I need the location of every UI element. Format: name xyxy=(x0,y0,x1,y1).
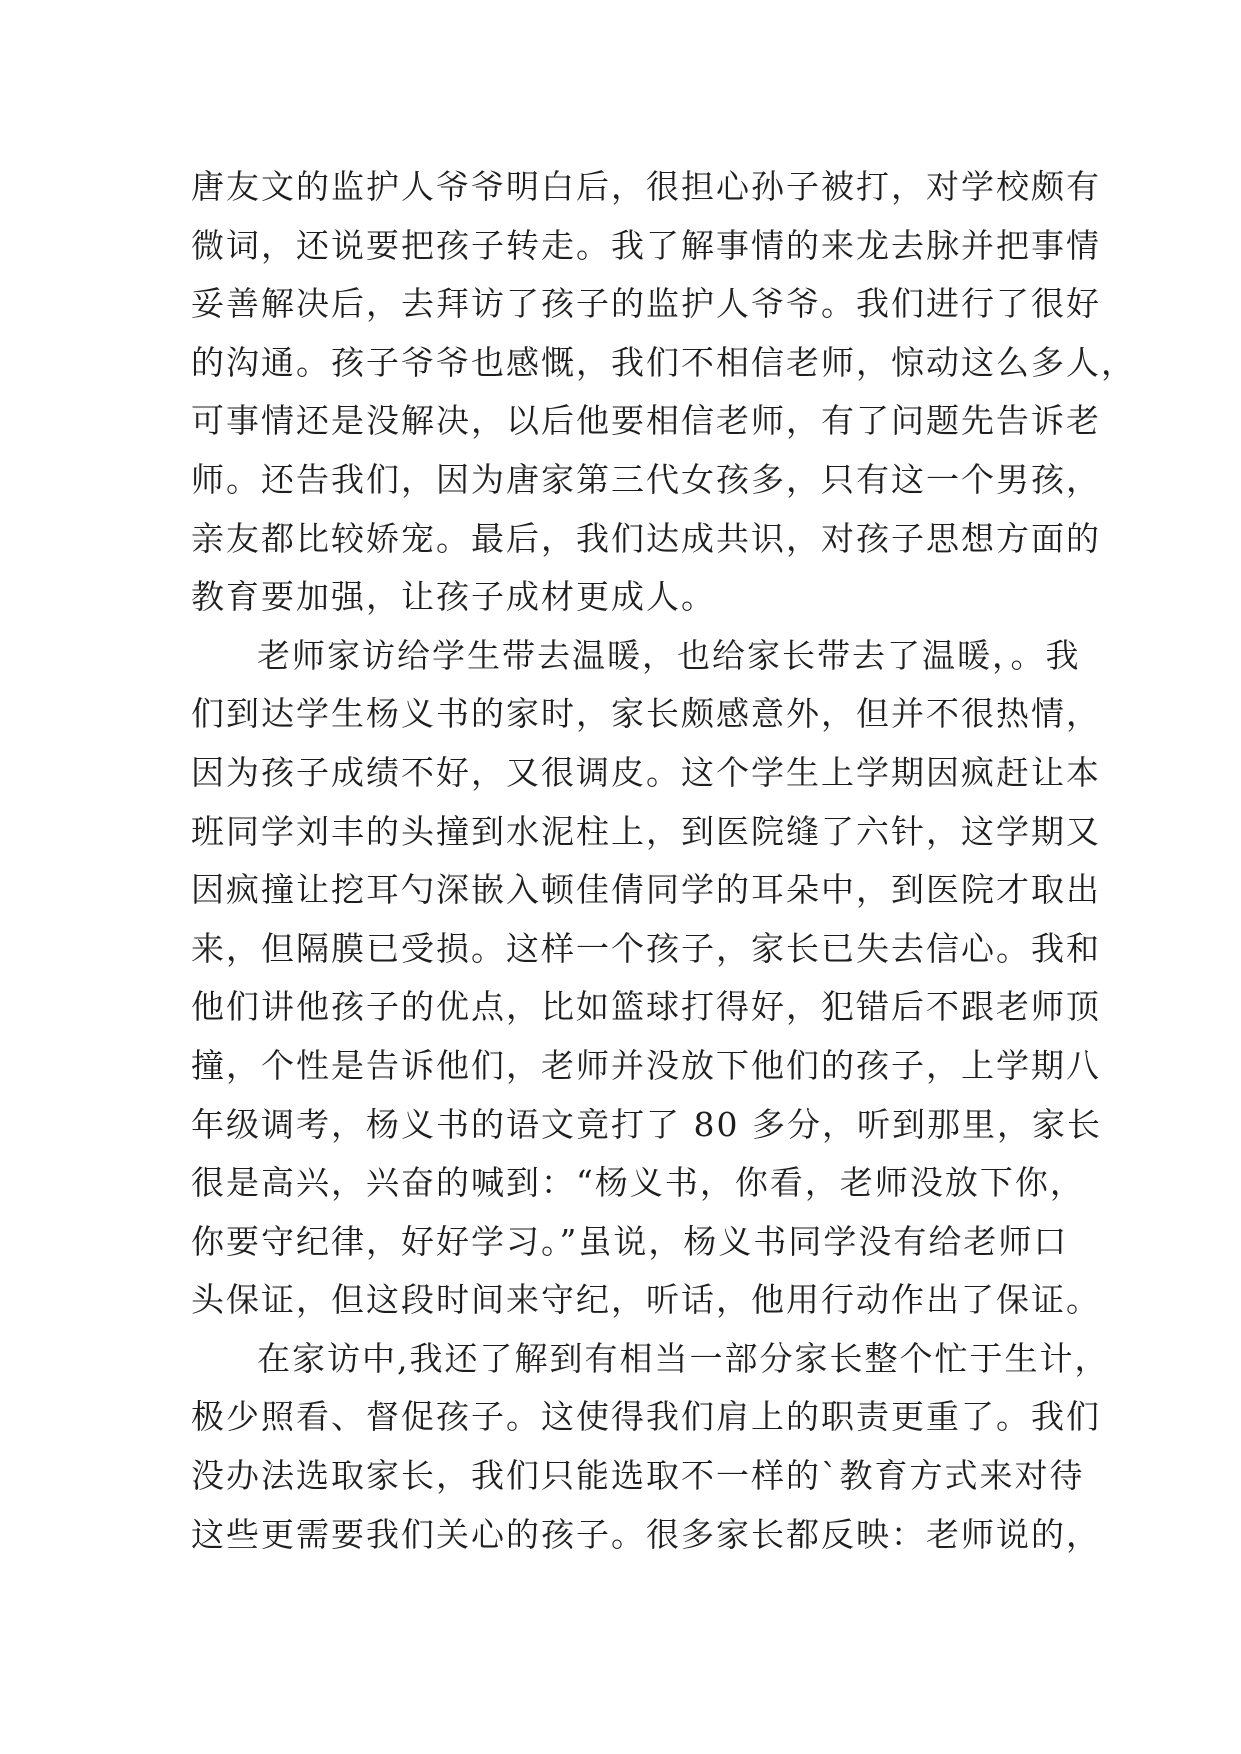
text-line: 很是高兴，兴奋的喊到：“杨义书，你看，老师没放下你， xyxy=(191,1163,1085,1203)
paragraph-first-line: 老师家访给学生带去温暖，也给家长带去了温暖，。我 xyxy=(257,635,1081,675)
text-line: 他们讲他孩子的优点，比如篮球打得好，犯错后不跟老师顶 xyxy=(191,987,1101,1027)
document-body xyxy=(191,158,1136,1564)
text-line: 可事情还是没解决，以后他要相信老师，有了问题先告诉老 xyxy=(191,401,1101,441)
text-line: 教育要加强，让孩子成材更成人。 xyxy=(191,577,716,617)
text-line: 微词，还说要把孩子转走。我了解事情的来龙去脉并把事情 xyxy=(191,225,1101,265)
text-line: 班同学刘丰的头撞到水泥柱上，到医院缝了六针，这学期又 xyxy=(191,811,1101,851)
text-line: 年级调考，杨义书的语文竟打了 80 多分，听到那里，家长 xyxy=(191,1104,1102,1144)
text-line: 来，但隔膜已受损。这样一个孩子，家长已失去信心。我和 xyxy=(191,928,1101,968)
text-line: 撞，个性是告诉他们，老师并没放下他们的孩子，上学期八 xyxy=(191,1045,1101,1085)
text-line: 因疯撞让挖耳勺深嵌入顿佳倩同学的耳朵中，到医院才取出 xyxy=(191,870,1101,910)
text-line: 头保证，但这段时间来守纪，听话，他用行动作出了保证。 xyxy=(191,1280,1101,1320)
text-line: 极少照看、督促孩子。这使得我们肩上的职责更重了。我们 xyxy=(191,1397,1101,1437)
text-line: 们到达学生杨义书的家时，家长颇感意外，但并不很热情， xyxy=(191,694,1101,734)
text-line: 你要守纪律，好好学习。”虽说，杨义书同学没有给老师口 xyxy=(191,1221,1069,1261)
text-line: 因为孩子成绩不好，又很调皮。这个学生上学期因疯赶让本 xyxy=(191,752,1101,792)
text-line: 妥善解决后，去拜访了孩子的监护人爷爷。我们进行了很好 xyxy=(191,284,1101,324)
text-line: 师。还告我们，因为唐家第三代女孩多，只有这一个男孩， xyxy=(191,459,1101,499)
text-line: 没办法选取家长，我们只能选取不一样的`教育方式来对待 xyxy=(191,1456,1085,1496)
paragraph-first-line: 在家访中,我还了解到有相当一部分家长整个忙于生计， xyxy=(257,1338,1110,1378)
text-line: 的沟通。孩子爷爷也感慨，我们不相信老师，惊动这么多人， xyxy=(191,342,1136,382)
text-line: 唐友文的监护人爷爷明白后，很担心孙子被打，对学校颇有 xyxy=(191,167,1101,206)
text-line: 这些更需要我们关心的孩子。很多家长都反映：老师说的， xyxy=(191,1514,1101,1554)
text-line: 亲友都比较娇宠。最后，我们达成共识，对孩子思想方面的 xyxy=(191,518,1101,558)
